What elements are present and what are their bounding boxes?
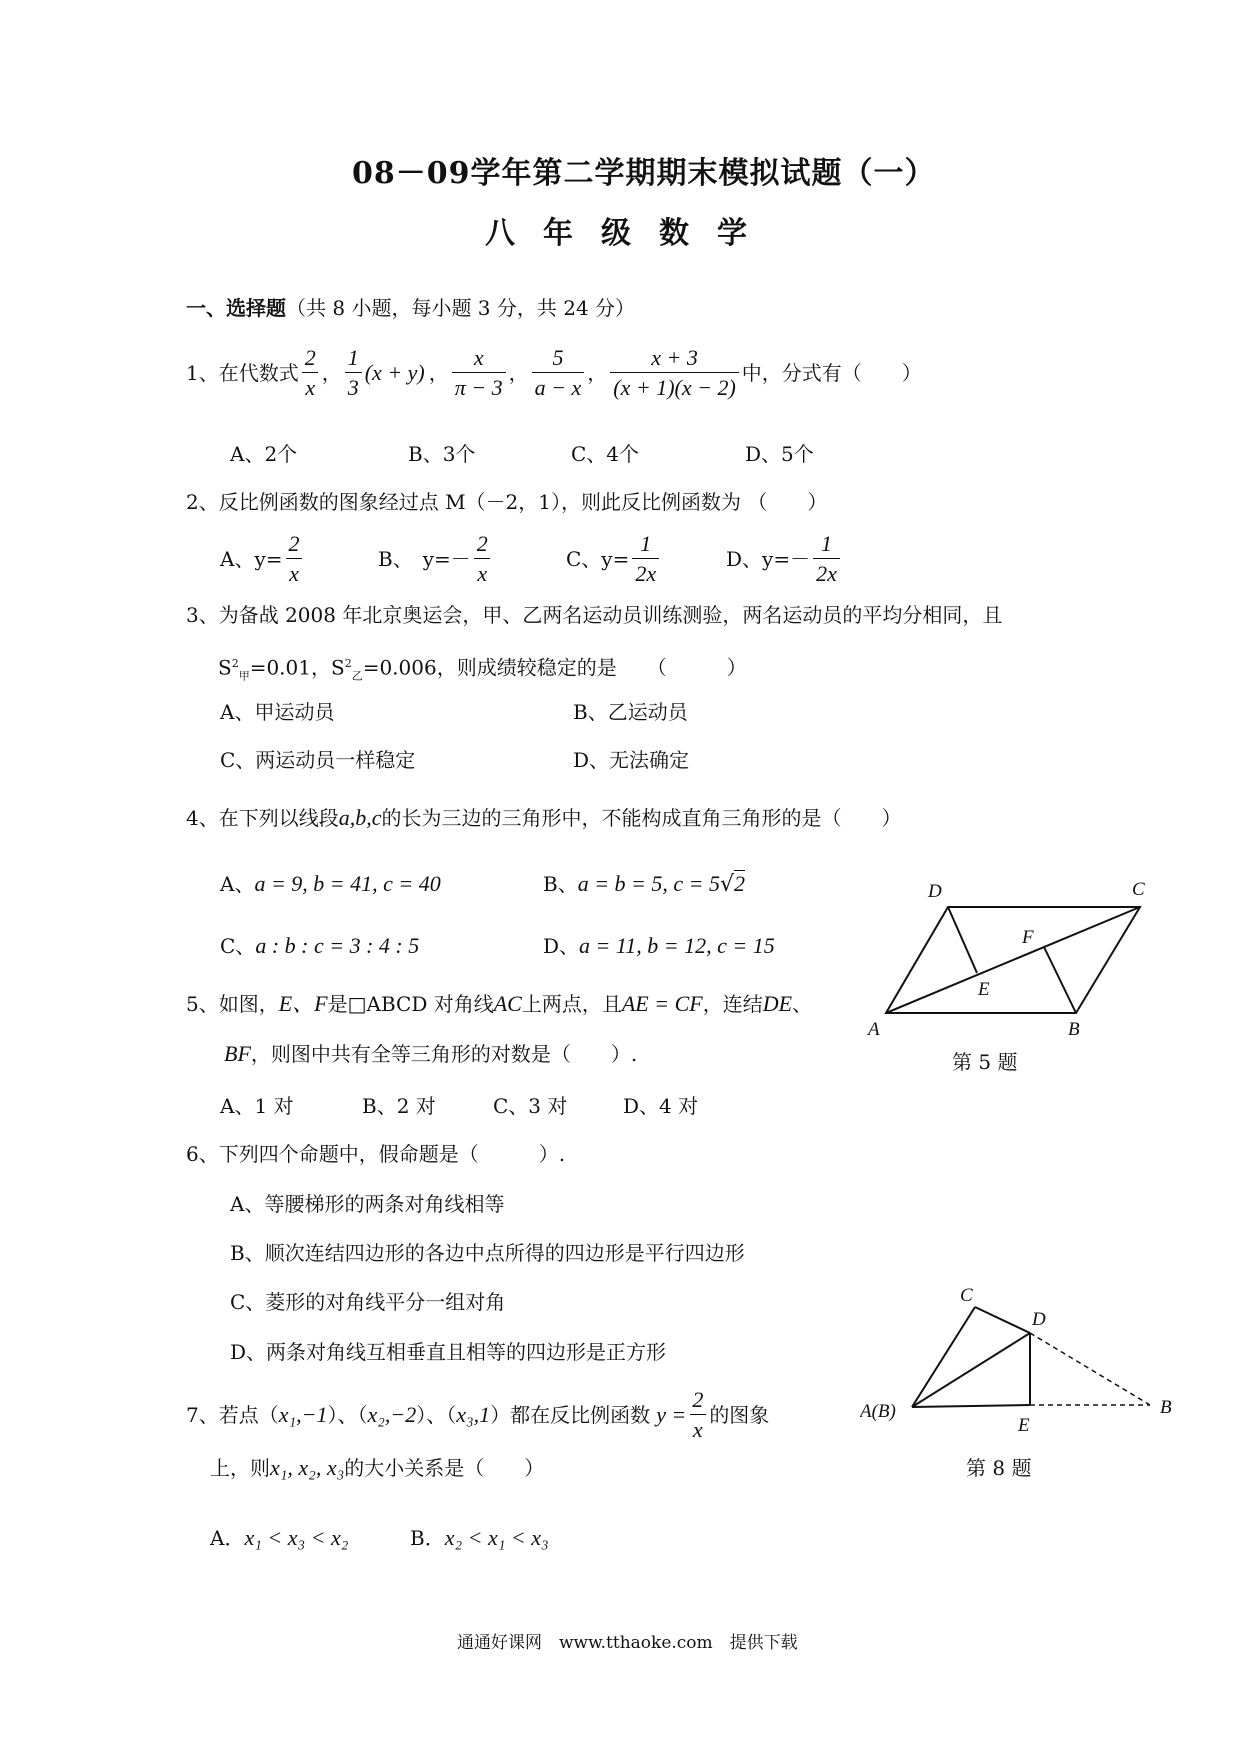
- q5-option-b: B、2 对: [362, 1094, 436, 1118]
- label-f: F: [1022, 927, 1034, 948]
- q5-stem-line1: 5、如图，E、F是□ABCD 对角线AC上两点，且AE = CF，连结DE、: [186, 991, 813, 1016]
- q4-option-c: C、a : b : c = 3 : 4 : 5: [220, 933, 420, 958]
- q5-option-d: D、4 对: [623, 1094, 699, 1118]
- label-b: B: [1068, 1019, 1080, 1040]
- q1-expr-5: $\frac{x + 3}{(x + 1)(x - 2)}$: [610, 346, 739, 400]
- q4-option-a: A、a = 9, b = 41, c = 40: [220, 871, 441, 896]
- q3-option-d: D、无法确定: [573, 748, 690, 772]
- q3-option-a: A、甲运动员: [220, 700, 335, 724]
- label-c: C: [960, 1285, 973, 1306]
- q2-option-c: C、y= $\frac{1}{2x}$: [566, 532, 662, 586]
- label-b: B: [1160, 1397, 1172, 1418]
- section-label: 一、选择题: [186, 296, 286, 320]
- label-c: C: [1132, 879, 1145, 900]
- q3-stem-line1: 3、为备战 2008 年北京奥运会，甲、乙两名运动员训练测验，两名运动员的平均分相同，且: [186, 603, 1003, 627]
- q4-stem: 4、在下列以线段a,b,c的长为三边的三角形中，不能构成直角三角形的是（ ）: [186, 805, 902, 830]
- q5-stem-line2: BF，则图中共有全等三角形的对数是（ ）.: [224, 1041, 638, 1066]
- q5-option-a: A、1 对: [220, 1094, 294, 1118]
- q1-option-d: D、5个: [745, 442, 814, 466]
- q1-option-c: C、4个: [571, 442, 640, 466]
- label-a-b: A(B): [860, 1401, 896, 1422]
- q1-expr-3: $\frac{x}{\pi - 3}$: [452, 346, 506, 400]
- figure-5-parallelogram: [850, 875, 1180, 1075]
- figure-8-caption: 第 8 题: [966, 1456, 1032, 1480]
- segment-cd: [975, 1307, 1030, 1333]
- q6-option-c: C、菱形的对角线平分一组对角: [230, 1290, 506, 1314]
- label-a: A: [868, 1019, 880, 1040]
- q1-expr-4: $\frac{5}{a - x}$: [532, 346, 585, 400]
- figure-8-triangle: [860, 1283, 1190, 1443]
- q7-stem-line1: 7、若点（ x₁,−1 ）、（ x₂,−2 ）、（ x₃,1 ）都在反比例函数 y = $\frac{2}{x}$ 的图象: [186, 1387, 770, 1442]
- diagonal-ac: [886, 907, 1140, 1013]
- q2-option-d: D、y=－ $\frac{1}{2x}$: [726, 532, 843, 586]
- section-note: （共 8 小题，每小题 3 分，共 24 分）: [286, 296, 636, 320]
- q2-stem: 2、反比例函数的图象经过点 M（－2，1），则此反比例函数为 （ ）: [186, 490, 828, 514]
- figure-5-caption: 第 5 题: [952, 1050, 1018, 1074]
- segment-ac: [912, 1307, 975, 1407]
- section-header: [186, 292, 635, 321]
- label-d: D: [1032, 1309, 1046, 1330]
- q7-stem-line2: 上，则x₁, x₂, x₃的大小关系是（ ）: [210, 1455, 545, 1480]
- dashed-db: [1030, 1333, 1150, 1405]
- segment-de: [948, 907, 977, 973]
- q6-option-d: D、两条对角线互相垂直且相等的四边形是正方形: [230, 1340, 667, 1364]
- q6-stem: 6、下列四个命题中，假命题是（ ）.: [186, 1142, 566, 1166]
- q2-option-b: B、 y=－ $\frac{2}{x}$: [378, 532, 494, 586]
- label-e: E: [1018, 1415, 1030, 1436]
- label-e: E: [978, 979, 990, 1000]
- q6-option-a: A、等腰梯形的两条对角线相等: [230, 1192, 505, 1216]
- q1-option-b: B、3个: [408, 442, 476, 466]
- q7-option-a: A．x₁ < x₃ < x₂: [210, 1525, 349, 1550]
- q3-option-c: C、两运动员一样稳定: [220, 748, 416, 772]
- q1-prefix: 1、在代数式: [186, 361, 299, 385]
- q4-option-d: D、a = 11, b = 12, c = 15: [543, 933, 775, 958]
- q1-expr-2-tail: (x + y): [364, 360, 425, 385]
- q1-expr-1: $\frac{2}{x}$: [302, 346, 319, 400]
- page-title: 08－09学年第二学期期末模拟试题（一）: [352, 156, 936, 191]
- q4-option-b: B、a = b = 5, c = 5√2: [543, 871, 746, 897]
- q2-option-a: A、y= $\frac{2}{x}$: [220, 532, 306, 586]
- q3-stem-line2: $S^2_甲=0.01$，$S^2_乙=0.006$，则成绩较稳定的是 （ ）: [218, 655, 747, 683]
- page-footer: 通通好课网 www.tthaoke.com 提供下载: [457, 1633, 798, 1653]
- q3-option-b: B、乙运动员: [573, 700, 688, 724]
- page-subtitle: 八年级数学: [485, 216, 775, 251]
- q1-expr-2: $\frac{1}{3}$: [345, 346, 362, 400]
- q1-suffix: 中，分式有（ ）: [741, 361, 922, 385]
- question-1: 1、在代数式 $\frac{2}{x}$ ， $\frac{1}{3}$ (x + y) ， $\frac{x}{\pi - 3}$ ， $\frac{5}{a - x}$ ， $\frac{x + 3}{(x + 1)(x - 2)}$ 中，分式有（ ）: [186, 345, 922, 400]
- q6-option-b: B、顺次连结四边形的各边中点所得的四边形是平行四边形: [230, 1241, 745, 1265]
- q1-option-a: A、2个: [230, 442, 298, 466]
- segment-ae: [912, 1405, 1030, 1407]
- q7-option-b: B．x₂ < x₁ < x₃: [410, 1525, 549, 1550]
- q5-option-c: C、3 对: [493, 1094, 568, 1118]
- label-d: D: [928, 881, 942, 902]
- segment-bf: [1044, 947, 1076, 1013]
- segment-ad: [912, 1333, 1030, 1407]
